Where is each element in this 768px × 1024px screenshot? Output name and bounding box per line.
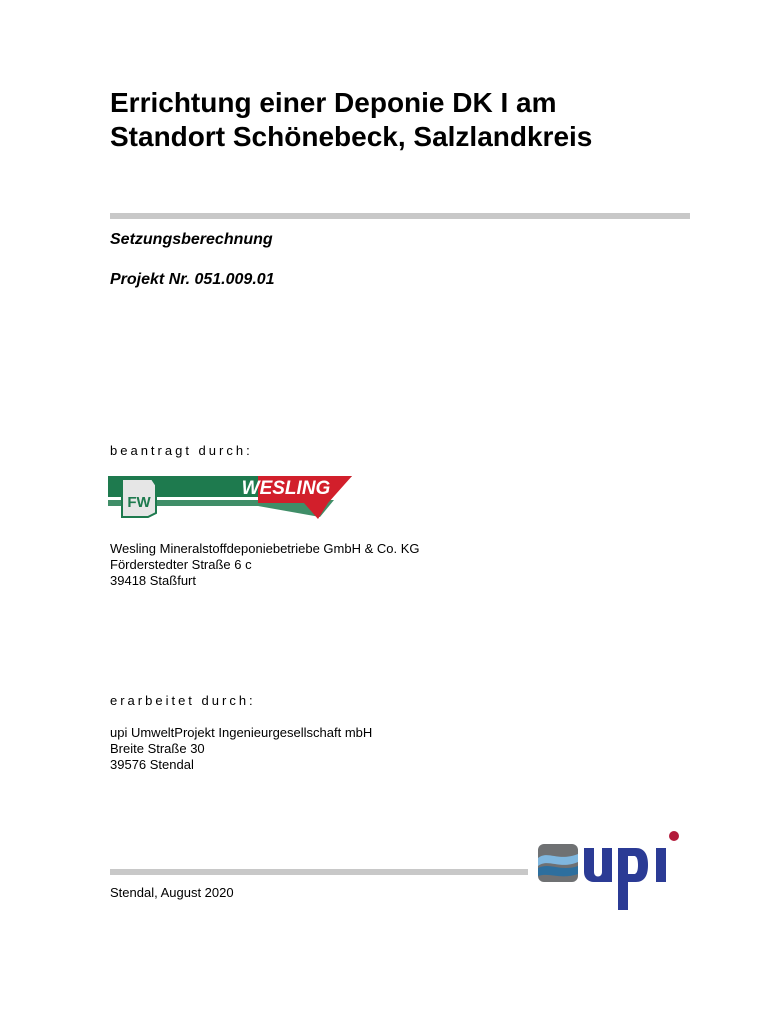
place-date: Stendal, August 2020 bbox=[110, 885, 234, 900]
applied-by-label: beantragt durch: bbox=[110, 443, 253, 458]
title-line-1: Errichtung einer Deponie DK I am bbox=[110, 87, 557, 118]
project-number: Projekt Nr. 051.009.01 bbox=[110, 271, 275, 288]
client-address bbox=[110, 541, 420, 589]
wesling-logo bbox=[108, 473, 352, 521]
upi-logo bbox=[536, 828, 684, 914]
author-company: upi UmweltProjekt Ingenieurgesellschaft mbH bbox=[110, 725, 373, 740]
author-city: 39576 Stendal bbox=[110, 757, 194, 772]
wesling-logo-text: WESLING bbox=[241, 478, 331, 499]
top-divider bbox=[110, 213, 690, 219]
client-city: 39418 Staßfurt bbox=[110, 573, 196, 588]
wesling-logo-mark: FW bbox=[127, 494, 151, 511]
prepared-by-label: erarbeitet durch: bbox=[110, 693, 256, 708]
author-address bbox=[110, 725, 372, 773]
document-subtitle: Setzungsberechnung bbox=[110, 231, 273, 248]
document-title bbox=[110, 86, 730, 154]
client-street: Förderstedter Straße 6 c bbox=[110, 557, 252, 572]
bottom-divider bbox=[110, 869, 528, 875]
title-line-2: Standort Schönebeck, Salzlandkreis bbox=[110, 121, 593, 152]
author-street: Breite Straße 30 bbox=[110, 741, 205, 756]
client-company: Wesling Mineralstoffdeponiebetriebe GmbH & Co. KG bbox=[110, 541, 420, 556]
